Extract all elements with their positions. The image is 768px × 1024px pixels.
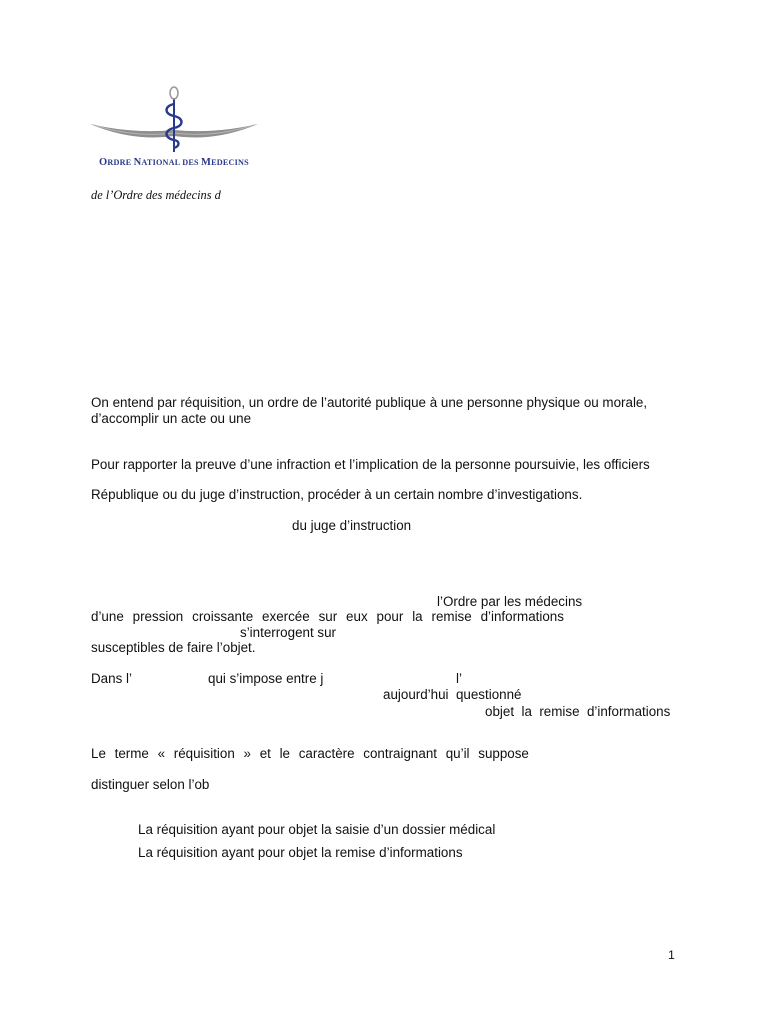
p4-line1-a: Dans l’ xyxy=(91,671,132,686)
p3-line3: s’interrogent sur xyxy=(240,625,337,640)
caduceus-icon xyxy=(88,84,260,154)
p3-line1: l’Ordre par les médecins xyxy=(437,594,583,609)
subtitle: de l’Ordre des médecins d xyxy=(91,188,221,202)
p4-line3: objet la remise d’informations xyxy=(485,704,671,719)
list-item: La réquisition ayant pour objet la saisie d’un dossier médical xyxy=(138,822,496,837)
page-number: 1 xyxy=(668,948,675,962)
p2-line3: du juge d’instruction xyxy=(292,518,412,533)
p4-line2: aujourd’hui questionné xyxy=(383,687,522,702)
p4-line1-c: l’ xyxy=(456,671,462,686)
p1-line1: On entend par réquisition, un ordre de l’autorité publique à une personne physique ou morale, xyxy=(91,395,648,410)
p1-line2: d’accomplir un acte ou une xyxy=(91,411,252,426)
p3-line4: susceptibles de faire l’objet. xyxy=(91,640,256,655)
p5-line2: distinguer selon l’ob xyxy=(91,777,210,792)
p4-line1-b: qui s’impose entre j xyxy=(208,671,324,686)
list-item: La réquisition ayant pour objet la remise d’informations xyxy=(138,845,463,860)
p5-line1: Le terme « réquisition » et le caractère contraignant qu’il suppose xyxy=(91,746,529,761)
p2-line2: République ou du juge d’instruction, procéder à un certain nombre d’investigations. xyxy=(91,487,583,502)
p2-line1: Pour rapporter la preuve d’une infraction et l’implication de la personne poursuivie, les officiers xyxy=(91,457,650,472)
p3-line2: d’une pression croissante exercée sur eux pour la remise d’informations xyxy=(91,609,564,624)
org-name: ORDRE NATIONAL DES MEDECINS xyxy=(99,157,249,168)
